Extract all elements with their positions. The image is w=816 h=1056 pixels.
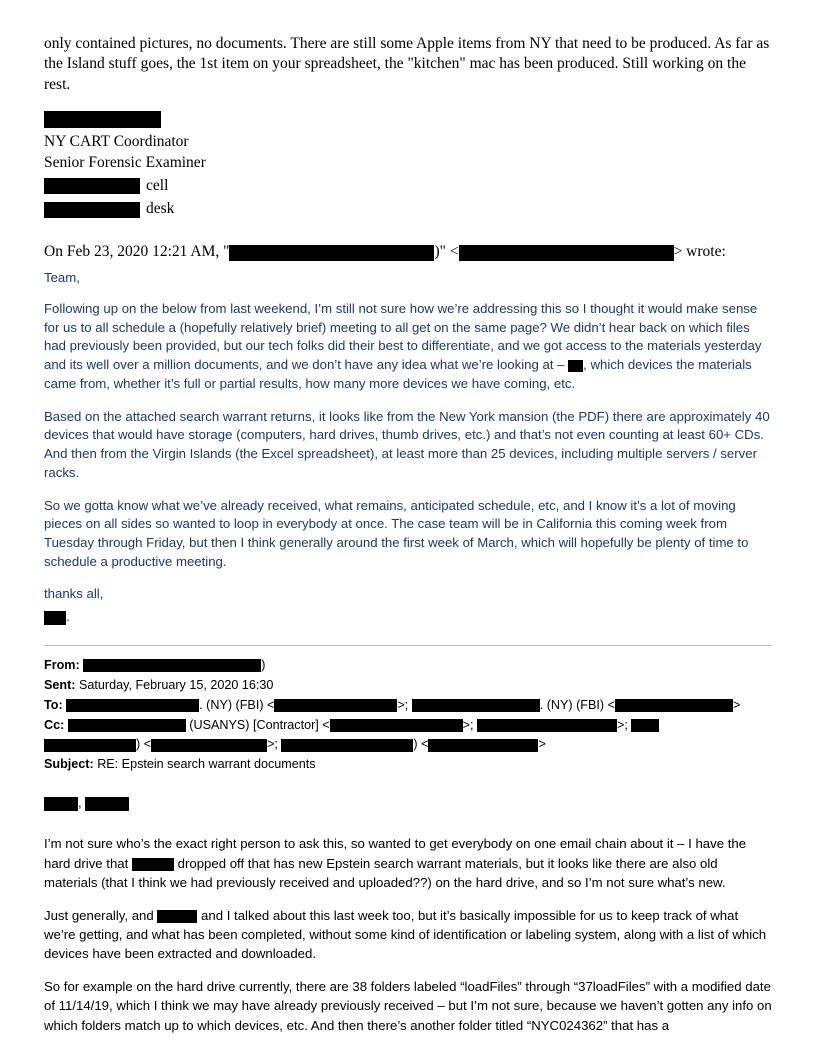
redaction-salutation-name-1 — [44, 797, 78, 811]
redaction-cc-email-3 — [151, 739, 267, 752]
email-paragraph-2: Based on the attached search warrant returns, it looks like from the New York mansion (the PDF) there are approximately 40 devices that would have storage (computers, hard drives, thumb drives, etc.) and that’s not even counting at least 60+ CDs. And then from the Virgin Islands (the Excel spreadsheet), at least more than 25 devices, including multiple servers / server racks. — [44, 408, 770, 480]
lower-p1-b: dropped off that has new Epstein search warrant materials, but it looks like there are also old materials (that I think we had previously received and uploaded??) on the hard drive, and so I’m not sure what’s new. — [44, 855, 726, 890]
header-row-cc-line-2 — [44, 735, 772, 755]
to-seg-2: >; — [397, 697, 412, 712]
signature-contact-desk — [44, 199, 772, 220]
redaction-desk-number — [44, 202, 140, 218]
to-seg-1: . (NY) (FBI) < — [199, 697, 275, 712]
email-paragraph-3: So we gotta know what we’ve already received, what remains, anticipated schedule, etc, and I know it’s a lot of moving pieces on all sides so wanted to loop in everybody at once. The case team will be in California this coming week from Tuesday through Friday, but then I think generally around the first week of March, which will hopefully be plenty of time to schedule a productive meeting. — [44, 497, 749, 569]
header-row-cc-line-1 — [44, 716, 772, 736]
on-wrote-mid: )" < — [434, 243, 459, 261]
redaction-cell-number — [44, 178, 140, 194]
redaction-cc-name-2 — [477, 719, 617, 732]
top-paragraph-block — [44, 34, 772, 95]
redaction-from-value — [83, 659, 261, 672]
redaction-to-email-2 — [615, 699, 733, 712]
signature-title-2: Senior Forensic Examiner — [44, 153, 206, 171]
on-wrote-line — [44, 242, 772, 263]
redaction-closing-name — [44, 611, 66, 625]
redaction-lower-name-1 — [132, 858, 174, 871]
cc-seg-3: >; — [616, 717, 632, 732]
cc-label: Cc: — [44, 717, 65, 732]
cc-seg-2: >; — [462, 717, 477, 732]
email-closing-period: . — [66, 609, 70, 625]
cell-label: cell — [146, 176, 169, 194]
lower-paragraph-2 — [44, 906, 772, 963]
top-paragraph: only contained pictures, no documents. There are still some Apple items from NY that need to be produced. As far as the Island stuff goes, the 1st item on your spreadsheet, the "kitchen" mac has been produced. Still working on the rest. — [44, 35, 770, 93]
lower-p2-b: and I talked about this last week too, but it’s basically impossible for us to keep track of what we’re getting, and what has been completed, without some kind of identification or labeling system, along with a list of which devices have been extracted and downloaded. — [44, 907, 767, 962]
email-closing: thanks all, — [44, 586, 104, 602]
email-paragraph-1 — [44, 300, 772, 394]
redaction-sender-name — [229, 245, 434, 261]
original-email-body — [44, 793, 772, 1034]
quoted-email-body — [44, 269, 772, 627]
redaction-inline-1 — [568, 360, 583, 372]
redaction-salutation-name-2 — [85, 797, 129, 811]
header-row-subject — [44, 755, 772, 775]
redaction-to-email-1 — [274, 699, 397, 712]
on-wrote-suffix: > wrote: — [673, 243, 726, 261]
lower-paragraph-3: So for example on the hard drive currently, there are 38 folders labeled “loadFiles” through “37loadFiles” with a modified date of 11/14/19, which I think we may have already previously received – but I’m not sure, because we haven’t gotten any info on which folders match up to which devices, etc. And then there’s another folder titled “NYC024362” that has a — [44, 979, 772, 1033]
desk-label: desk — [146, 200, 175, 218]
to-label: To: — [44, 697, 63, 712]
signature-title-1: NY CART Coordinator — [44, 133, 189, 151]
subject-value: RE: Epstein search warrant documents — [97, 757, 316, 772]
cc-seg-6: ) < — [413, 737, 429, 752]
redaction-cc-name-4 — [281, 739, 413, 752]
header-row-to — [44, 696, 772, 716]
message-headers — [44, 656, 772, 775]
sent-label: Sent: — [44, 677, 76, 692]
sent-value: Saturday, February 15, 2020 16:30 — [78, 677, 274, 692]
subject-label: Subject: — [44, 757, 94, 772]
to-seg-3: . (NY) (FBI) < — [539, 697, 615, 712]
on-wrote-prefix: On Feb 23, 2020 12:21 AM, " — [44, 243, 230, 261]
redaction-lower-name-2 — [157, 910, 197, 923]
cc-seg-4: ) < — [136, 737, 152, 752]
lower-salutation-comma: , — [78, 795, 82, 811]
lower-p2-a: Just generally, and — [44, 907, 158, 923]
signature-contact-cell — [44, 176, 772, 197]
email-p1-part-a: Following up on the below from last weekend, I’m still not sure how we’re addressing this so I thought it would make sense for us to all schedule a (hopefully relatively brief) meeting to all get on the same page? We didn’t hear back on which files had previously been provided, but our tech folks did their best to differentiate, and we got access to the materials yesterday and its well over a million documents, and we don’t have any idea what we’re looking at – — [44, 300, 762, 373]
email-p1-part-b: , which devices the materials came from, whether it’s full or partial results, how many more devices we have coming, etc. — [44, 357, 752, 391]
from-tail: ) — [261, 657, 266, 672]
to-seg-4: > — [732, 697, 741, 712]
redaction-sender-email — [459, 245, 674, 261]
header-row-from — [44, 656, 772, 676]
redaction-cc-name-3-start — [631, 719, 659, 732]
section-divider — [44, 645, 772, 646]
header-row-sent — [44, 676, 772, 696]
redaction-to-name-2 — [412, 699, 540, 712]
redaction-to-name-1 — [66, 699, 199, 712]
email-signature-line — [44, 608, 772, 627]
redaction-cc-email-1 — [330, 719, 463, 732]
cc-seg-5: >; — [267, 737, 282, 752]
email-greeting: Team, — [44, 270, 80, 286]
lower-paragraph-1 — [44, 834, 772, 891]
lower-salutation — [44, 793, 772, 812]
redaction-cc-email-4 — [428, 739, 538, 752]
redaction-signature-name — [44, 111, 161, 128]
redaction-cc-name-3-cont — [44, 739, 136, 752]
lower-p1-a: I’m not sure who’s the exact right person to ask this, so wanted to get everybody on one email chain about it – I have the hard drive that — [44, 836, 747, 871]
document-content — [44, 34, 772, 1049]
cc-seg-1: (USANYS) [Contractor] < — [185, 717, 330, 732]
redaction-cc-name-1 — [68, 719, 186, 732]
cc-seg-7: > — [538, 737, 546, 752]
signature-block — [44, 111, 772, 220]
from-label: From: — [44, 657, 80, 672]
